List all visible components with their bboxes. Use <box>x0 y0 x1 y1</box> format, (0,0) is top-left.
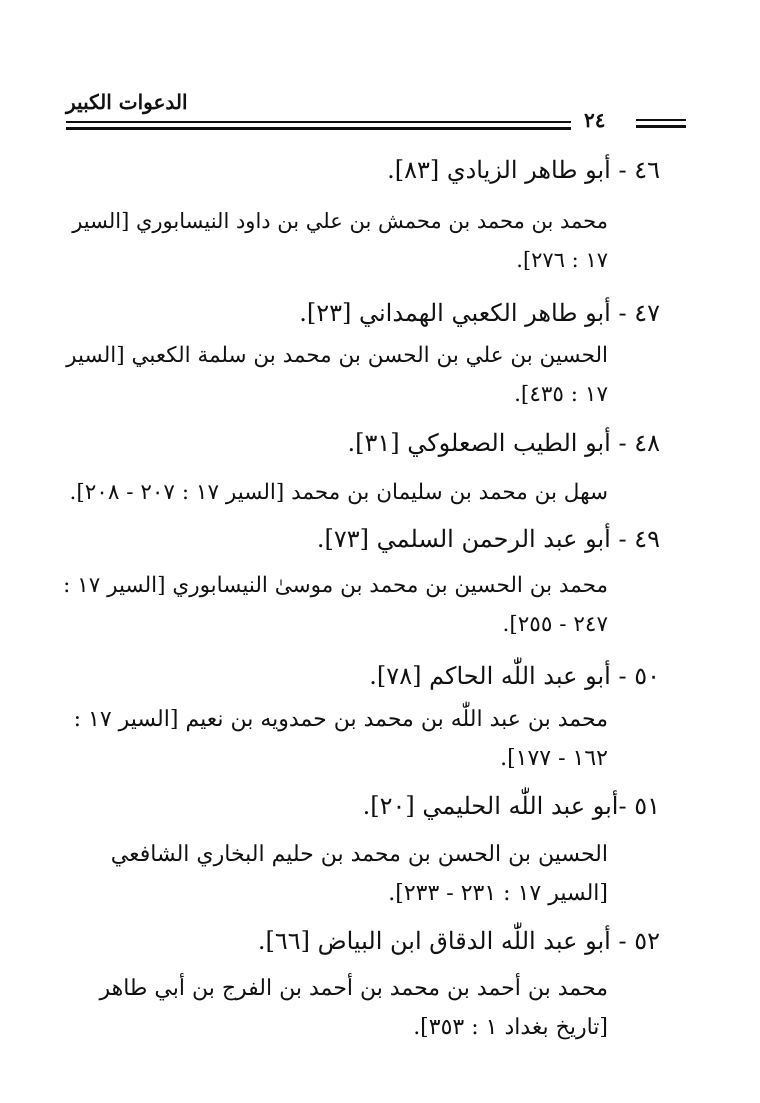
entry-heading: ٤٧ - أبو طاهر الكعبي الهمداني [٢٣]. <box>299 299 660 327</box>
entry-line: سهل بن محمد بن سليمان بن محمد [السير ١٧ : ٢٠٧ - ٢٠٨]. <box>69 480 608 505</box>
entry-body <box>63 566 608 644</box>
entry-line: محمد بن عبد اللّٰه بن محمد بن حمدويه بن نعيم [السير ١٧ : <box>73 707 608 732</box>
entry-body <box>70 473 609 512</box>
entry-body <box>66 336 608 414</box>
page-number-rule-top <box>636 119 686 121</box>
entry-heading: ٥٢ - أبو عبد اللّٰه الدقاق ابن البياض [٦٦]. <box>257 927 660 955</box>
entry-line: [تاريخ بغداد ١ : ٣٥٣]. <box>413 1015 608 1040</box>
entry-body <box>111 835 608 913</box>
entry-line: ١٧ : ٤٣٥]. <box>514 382 608 407</box>
entry-line: محمد بن أحمد بن محمد بن أحمد بن الفرج بن أبي طاهر <box>99 976 608 1001</box>
entry-line: ١٦٢ - ١٧٧]. <box>500 746 608 771</box>
entry-line: الحسين بن علي بن الحسن بن محمد بن سلمة الكعبي [السير <box>66 343 608 368</box>
entry-body <box>72 202 608 280</box>
running-header-title: الدعوات الكبير <box>66 90 188 114</box>
entry-line: محمد بن الحسين بن محمد بن موسىٰ النيسابوري [السير ١٧ : <box>63 573 608 598</box>
entry-body <box>74 700 608 778</box>
entry-line: [السير ١٧ : ٢٣١ - ٢٣٣]. <box>388 881 608 906</box>
entry-line: الحسين بن الحسن بن محمد بن حليم البخاري الشافعي <box>110 842 608 867</box>
page-number-rule-bottom <box>636 125 686 128</box>
entry-heading: ٤٦ - أبو طاهر الزيادي [٨٣]. <box>387 156 660 184</box>
entry-heading: ٥١ -أبو عبد اللّٰه الحليمي [٢٠]. <box>362 792 660 820</box>
header-rule-thick <box>66 127 571 130</box>
entry-heading: ٥٠ - أبو عبد اللّٰه الحاكم [٧٨]. <box>369 662 660 690</box>
header-rule-thin <box>66 121 571 123</box>
entry-body <box>99 969 608 1047</box>
page-number: ٢٤ <box>584 108 606 132</box>
entry-line: ٢٤٧ - ٢٥٥]. <box>502 612 608 637</box>
entry-line: ١٧ : ٢٧٦]. <box>516 248 608 272</box>
entry-heading: ٤٩ - أبو عبد الرحمن السلمي [٧٣]. <box>316 525 660 553</box>
entry-line: محمد بن محمد بن محمش بن علي بن داود النيسابوري [السير <box>72 209 608 233</box>
entry-heading: ٤٨ - أبو الطيب الصعلوكي [٣١]. <box>347 429 660 457</box>
